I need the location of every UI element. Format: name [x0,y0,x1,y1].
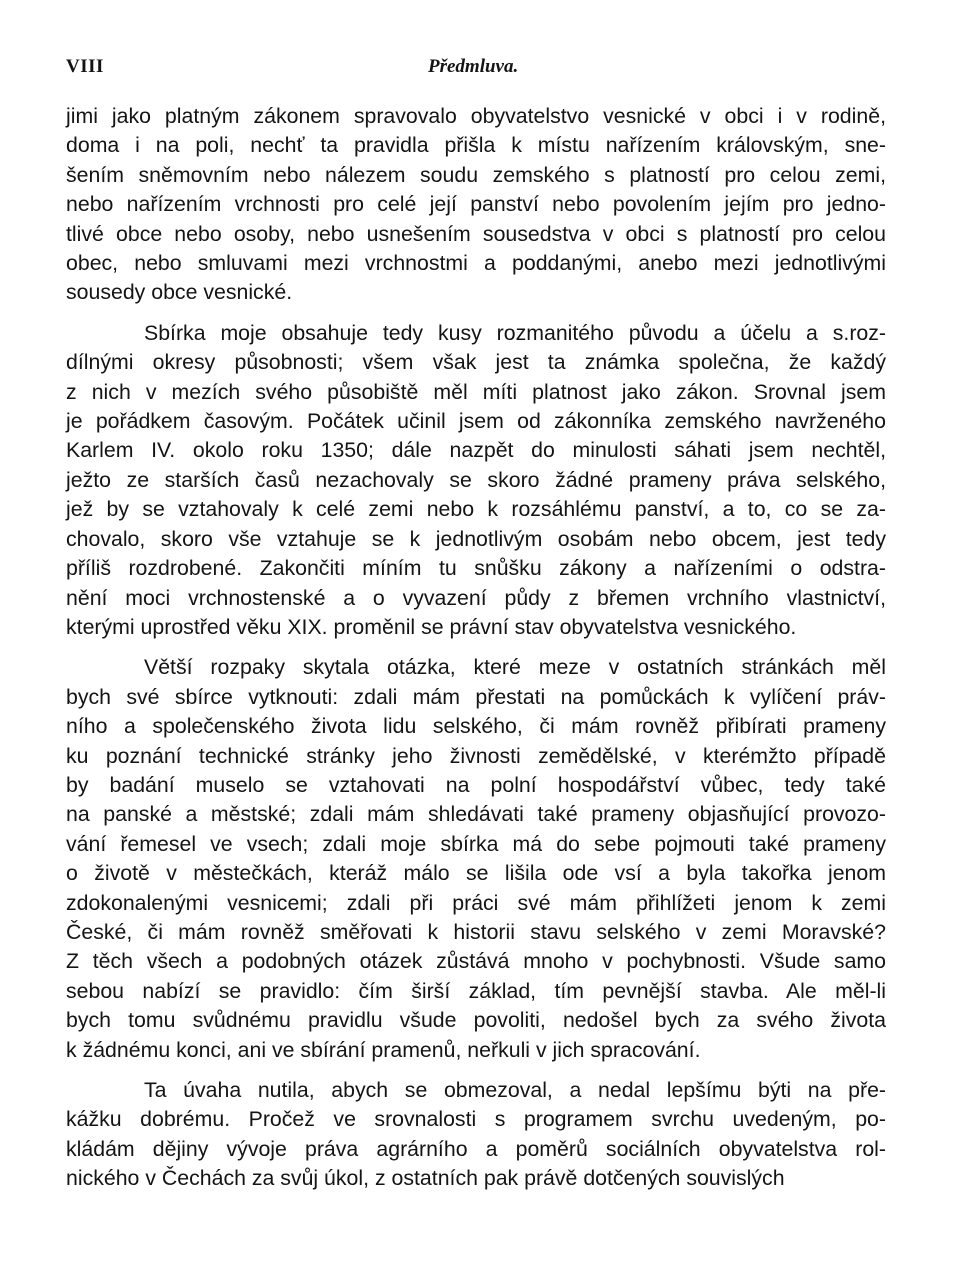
text-line: Ta úvaha nutila, abych se obmezoval, a nedal lepšímu býti na pře- [144,1078,886,1102]
text-line: šením sněmovním nebo nálezem soudu zemského s platností pro celou zemi, [66,162,886,187]
text-line: Sbírka moje obsahuje tedy kusy rozmanitého původu a účelu a s.roz- [144,320,886,345]
text-line: dílnými okresy působnosti; všem však jest ta známka společna, že každý [66,350,886,375]
page-number: VIII [66,56,104,77]
text-line: kládám dějiny vývoje práva agrárního a poměrů sociálních obyvatelstva rol- [66,1136,886,1161]
text-line: by badání muselo se vztahovati na polní hospodářství vůbec, tedy také [66,772,886,797]
text-line: České, či mám rovněž směřovati k historii stavu selského v zemi Moravské? [66,919,886,944]
text-line: ku poznání technické stránky jeho živnosti zemědělské, v kterémžto případě [66,743,886,768]
paragraph [66,319,886,642]
text-line: nebo nařízením vrchnosti pro celé její panství nebo povolením jejím pro jedno- [66,192,886,217]
text-line: obec, nebo smluvami mezi vrchnostmi a poddanými, anebo mezi jednotlivými [66,251,886,276]
text-line: je pořádkem časovým. Počátek učinil jsem od zákonníka zemského navrženého [66,409,886,434]
text-line: Větší rozpaky skytala otázka, které meze v ostatních stránkách měl [144,655,886,680]
text-line: ježto ze starších časů nezachovaly se skoro žádné prameny práva selského, [66,467,886,492]
text-line: Karlem IV. okolo roku 1350; dále nazpět do minulosti sáhati jsem nechtěl, [66,438,886,463]
text-line: Z těch všech a podobných otázek zůstává mnoho v pochybnosti. Všude samo [66,949,886,974]
text-line: bych své sbírce vytknouti: zdali mám přestati na pomůckách k vylíčení práv- [66,684,886,709]
text-line: jež by se vztahovaly k celé zemi nebo k rozsáhlému panství, a to, co se za- [66,497,886,522]
text-line: sousedy obce vesnické. [66,280,293,305]
text-line: kážku dobrému. Pročež ve srovnalosti s programem svrchu uvedeným, po- [66,1107,886,1132]
text-line: zdokonalenými vesnicemi; zdali při práci své mám přihlížeti jenom k zemi [66,890,886,915]
text-line: bych tomu svůdnému pravidlu všude povoliti, nedošel bych za svého života [66,1008,886,1033]
paragraph [66,653,886,1065]
text-line: sebou nabízí se pravidlo: čím širší základ, tím pevnější stavba. Ale měl-li [66,978,886,1003]
paragraph [66,102,886,308]
text-line: na panské a městské; zdali mám shledávati také prameny objasňující provozo- [66,802,886,827]
text-line: ního a společenského života lidu selského, či mám rovněž přibírati prameny [66,714,886,739]
text-line: příliš rozdrobené. Zakončiti míním tu snůšku zákony a nařízeními o odstra- [66,556,886,581]
paragraph [66,1076,886,1194]
text-line: tlivé obce nebo osoby, nebo usnešením sousedstva v obci s platností pro celou [66,221,886,246]
text-line: nění moci vrchnostenské a o vyvazení půdy z břemen vrchního vlastnictví, [66,585,886,610]
page-header [66,46,896,78]
text-line: o životě v městečkách, kteráž málo se lišila ode vsí a byla takořka jenom [66,861,886,886]
text-line: chovalo, skoro vše vztahuje se k jednotlivým osobám nebo obcem, jest tedy [66,526,886,551]
running-title: Předmluva. [428,56,519,77]
text-line: k žádnému konci, ani ve sbírání pramenů, neřkuli v jich spracování. [66,1037,701,1062]
book-page [66,46,896,1191]
body-text [66,102,886,1194]
text-line: nického v Čechách za svůj úkol, z ostatních pak právě dotčených souvislých [66,1166,785,1191]
text-line: vání řemesel ve vsech; zdali moje sbírka má do sebe pojmouti také prameny [66,831,886,856]
text-line: kterými uprostřed věku XIX. proměnil se právní stav obyvatelstva vesnického. [66,614,797,639]
text-line: jimi jako platným zákonem spravovalo obyvatelstvo vesnické v obci i v rodině, [66,104,886,128]
text-line: z nich v mezích svého působiště měl míti platnost jako zákon. Srovnal jsem [66,379,886,404]
text-line: doma i na poli, nechť ta pravidla přišla k místu nařízením královským, sne- [66,133,886,158]
